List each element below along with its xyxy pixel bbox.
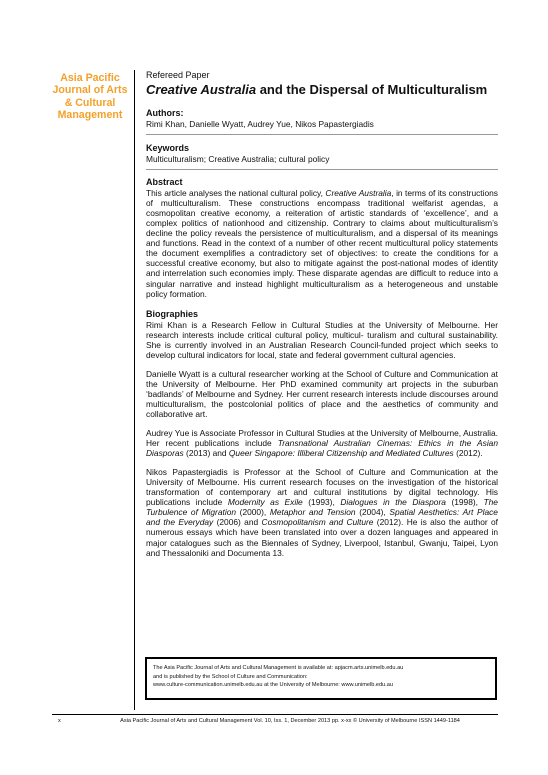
keywords-heading: Keywords xyxy=(146,143,190,154)
bio-text-part: (2013) and xyxy=(183,448,229,459)
bio-papastergiadis xyxy=(146,467,498,557)
bio-text-italic: Transnational Australian Cinemas: Ethics in the Asian Diasporas xyxy=(146,438,498,459)
biographies-heading: Biographies xyxy=(146,308,199,319)
footer-rule xyxy=(52,714,498,715)
article-title-italic: Creative Australia xyxy=(146,82,257,97)
authors-heading: Authors: xyxy=(146,108,184,118)
bio-text-italic: Dialogues in the Diaspora xyxy=(340,497,446,508)
journal-availability-box xyxy=(145,657,497,700)
bio-text-italic: Cosmopolitanism and Culture xyxy=(261,517,374,528)
bio-text-part: Nikos Papastergiadis is Professor at the School of Culture and Communication at the University of Melbourne. His current research focuses on the investigation of the historical transformation of contemporary art and cultural institutions by digital technology. His publications include xyxy=(146,467,498,508)
bio-yue xyxy=(146,428,498,458)
bio-text-part: (2006) and xyxy=(213,517,262,528)
abstract-heading: Abstract xyxy=(146,177,183,188)
bio-text-part: (2012). He is also the author of numerous essays which have been translated into over a dozen languages and appeared in major catalogues such as the Biennales of Sydney, Liverpool, Istanbul, Gwanju, Taipei, Lyon and Thessaloniki and Documenta 13. xyxy=(146,517,498,558)
bio-text-italic: Queer Singapore: Illiberal Citizenship and Mediated Cultures xyxy=(228,448,454,459)
vertical-divider xyxy=(134,70,135,710)
keywords-text: Multiculturalism; Creative Australia; cultural policy xyxy=(146,154,330,165)
bio-text-italic: Metaphor and Tension xyxy=(269,507,356,518)
divider xyxy=(146,134,498,135)
availability-line-1: The Asia Pacific Journal of Arts and Cultural Management is available at: apjacm.arts.unimelb.edu.au xyxy=(153,665,404,671)
bio-khan: Rimi Khan is a Research Fellow in Cultural Studies at the University of Melbourne. Her research interests include critical cultural policy, multicul- turalism and cultural sustainability. She is currently involved in an Australian Research Council-funded project which seeks to develop cultural indicators for local, state and federal government cultural agencies. xyxy=(146,319,498,360)
paper-type: Refereed Paper xyxy=(146,70,210,80)
abstract-section xyxy=(146,173,498,299)
bio-text-part: (1993), xyxy=(302,497,341,508)
abstract-text-part: This article analyses the national cultural policy, xyxy=(146,188,326,199)
biographies-section xyxy=(146,309,498,558)
abstract-text-italic: Creative Australia xyxy=(325,188,392,199)
abstract-text xyxy=(146,188,498,299)
bio-text-italic: The Turbulence of Migration xyxy=(146,497,498,518)
article-title xyxy=(146,82,498,97)
bio-text-part: (1998), xyxy=(445,497,484,508)
bio-text-part: (2000), xyxy=(236,507,270,518)
bio-text-part: (2012). xyxy=(453,448,483,459)
bio-text-part: Audrey Yue is Associate Professor in Cultural Studies at the University of Melbourne, Australia. Her recent publications include xyxy=(146,428,498,449)
journal-citation: Asia Pacific Journal of Arts and Cultural Management Vol. 10, Iss. 1, December 2013 pp. x-xx © University of Melbourne ISSN 1449-1184 xyxy=(120,718,460,724)
bio-text-italic: Modernity as Exile xyxy=(227,497,303,508)
authors-names: Rimi Khan, Danielle Wyatt, Audrey Yue, Nikos Papastergiadis xyxy=(146,119,374,129)
bio-wyatt: Danielle Wyatt is a cultural researcher working at the School of Culture and Communication at the University of Melbourne. Her PhD examined community art projects in the suburban ‘badlands’ of Melbourne and Sydney. Her current research interests include discourses around multiculturalism, the postcolonial politics of place and the aesthetics of community and collaborative art. xyxy=(146,368,498,419)
availability-line-2: and is published by the School of Culture and Communication: xyxy=(153,673,308,680)
journal-name: Asia Pacific Journal of Arts & Cultural Management xyxy=(52,72,128,121)
bio-text-part: (2004), xyxy=(355,507,390,518)
article-front-matter xyxy=(146,70,498,558)
availability-line-3: www.culture-communication.unimelb.edu.au at the University of Melbourne: www.unimelb.edu.au xyxy=(153,682,394,689)
abstract-text-part: , in terms of its constructions of multiculturalism. These constructions encompass traditional welfarist agendas, a cosmopolitan creative economy, a reiteration of artistic standards of ‘excellence’, and a complex politics of nationhood and citizenship. Contrary to claims about multiculturalism’s decline the policy reveals the persistence of multiculturalism, and a dispersal of its meanings and functions. Read in the context of a number of other recent multicultural policy statements the document exemplifies a contradictory set of objectives: to create the conditions for a successful creative economy, but also to mitigate against the post-national modes of identity and interrelation such economies imply. These disparate agendas are difficult to reduce into a singular narrative and instead highlight multiculturalism as a heterogeneous and unstable policy formation. xyxy=(146,188,498,299)
page-number: x xyxy=(58,718,61,724)
divider xyxy=(146,169,498,170)
bio-text-italic: Spatial Aesthetics: Art Place and the Everyday xyxy=(146,507,498,528)
article-title-rest: and the Dispersal of Multiculturalism xyxy=(256,82,488,97)
authors-section xyxy=(146,108,498,129)
keywords-section xyxy=(146,139,498,164)
